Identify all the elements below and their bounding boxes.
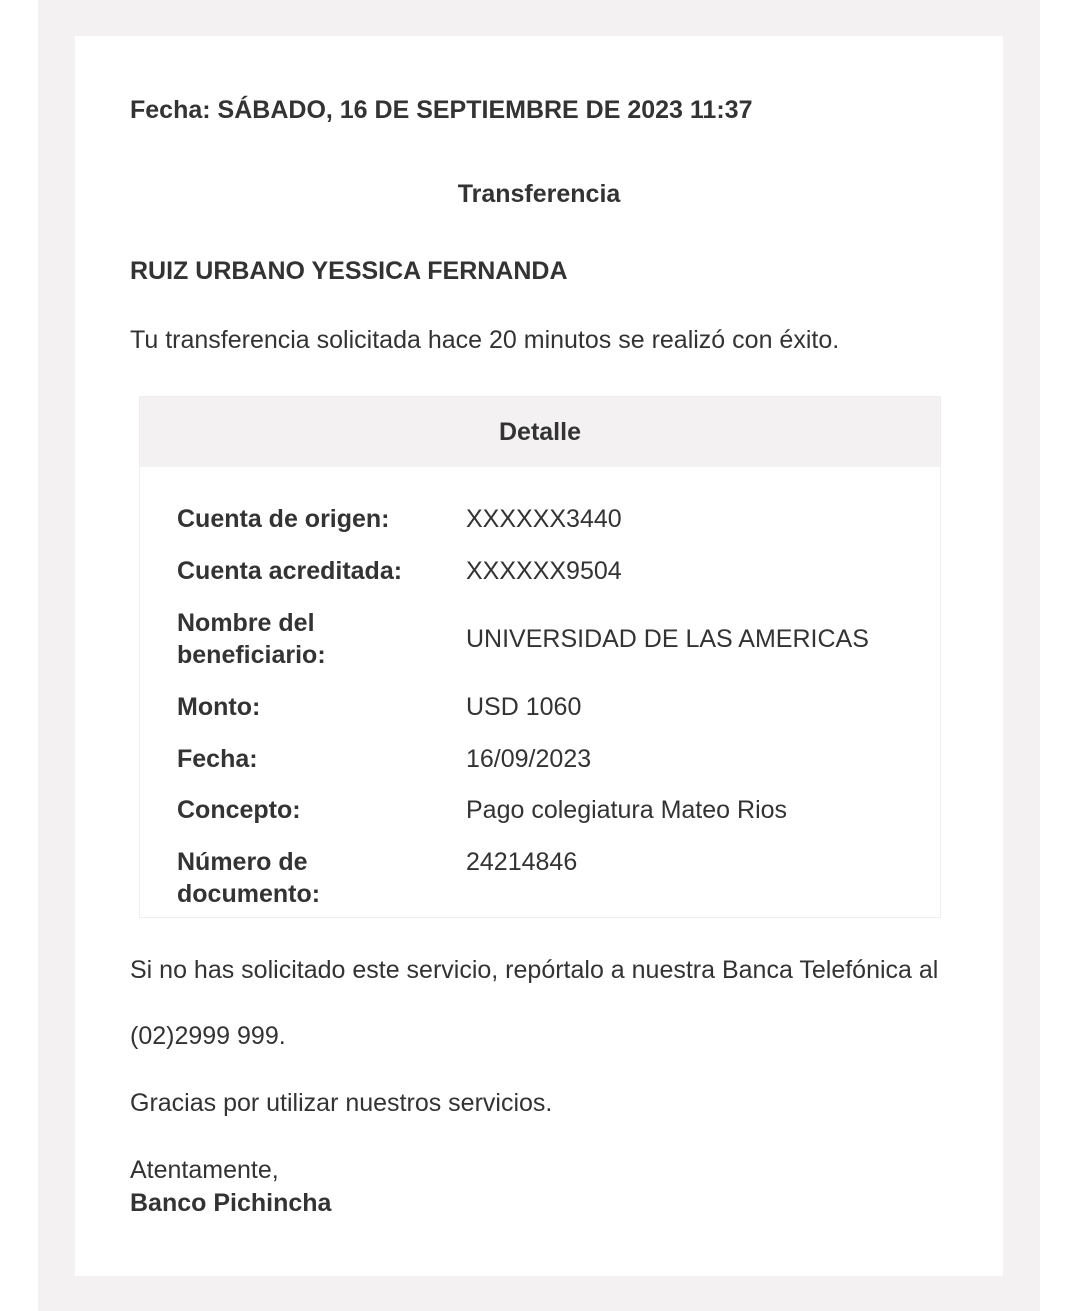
detail-label: Cuenta de origen: bbox=[177, 505, 390, 533]
detail-label: Fecha: bbox=[177, 745, 258, 773]
date-header bbox=[130, 96, 752, 125]
date-label: Fecha: bbox=[130, 96, 211, 124]
detail-label: Monto: bbox=[177, 693, 261, 721]
detail-value: XXXXXX9504 bbox=[466, 557, 622, 585]
detail-value: USD 1060 bbox=[466, 693, 582, 721]
email-card bbox=[75, 36, 1003, 1276]
success-message: Tu transferencia solicitada hace 20 minutos se realizó con éxito. bbox=[130, 326, 840, 354]
detail-label: Número de documento: bbox=[177, 848, 321, 908]
detail-value: 24214846 bbox=[466, 848, 578, 876]
thanks-message: Gracias por utilizar nuestros servicios. bbox=[130, 1089, 553, 1117]
phone-number: (02)2999 999. bbox=[130, 1022, 286, 1050]
detail-value: Pago colegiatura Mateo Rios bbox=[466, 796, 788, 824]
bank-name: Banco Pichincha bbox=[130, 1189, 332, 1217]
date-value: SÁBADO, 16 DE SEPTIEMBRE DE 2023 11:37 bbox=[217, 96, 753, 124]
closing-text: Atentamente, bbox=[130, 1156, 279, 1184]
recipient-name: RUIZ URBANO YESSICA FERNANDA bbox=[130, 257, 568, 285]
email-background bbox=[38, 0, 1040, 1311]
detail-title: Detalle bbox=[140, 397, 940, 467]
detail-label: Concepto: bbox=[177, 796, 301, 824]
signature bbox=[130, 1154, 331, 1220]
detail-value: 16/09/2023 bbox=[466, 745, 592, 773]
detail-value: UNIVERSIDAD DE LAS AMERICAS bbox=[466, 625, 869, 653]
detail-label: Nombre del beneficiario: bbox=[177, 609, 326, 669]
detail-label: Cuenta acreditada: bbox=[177, 557, 403, 585]
detail-value: XXXXXX3440 bbox=[466, 505, 622, 533]
report-notice: Si no has solicitado este servicio, repórtalo a nuestra Banca Telefónica al bbox=[130, 956, 939, 984]
page-title: Transferencia bbox=[457, 180, 621, 208]
detail-panel bbox=[139, 396, 941, 918]
